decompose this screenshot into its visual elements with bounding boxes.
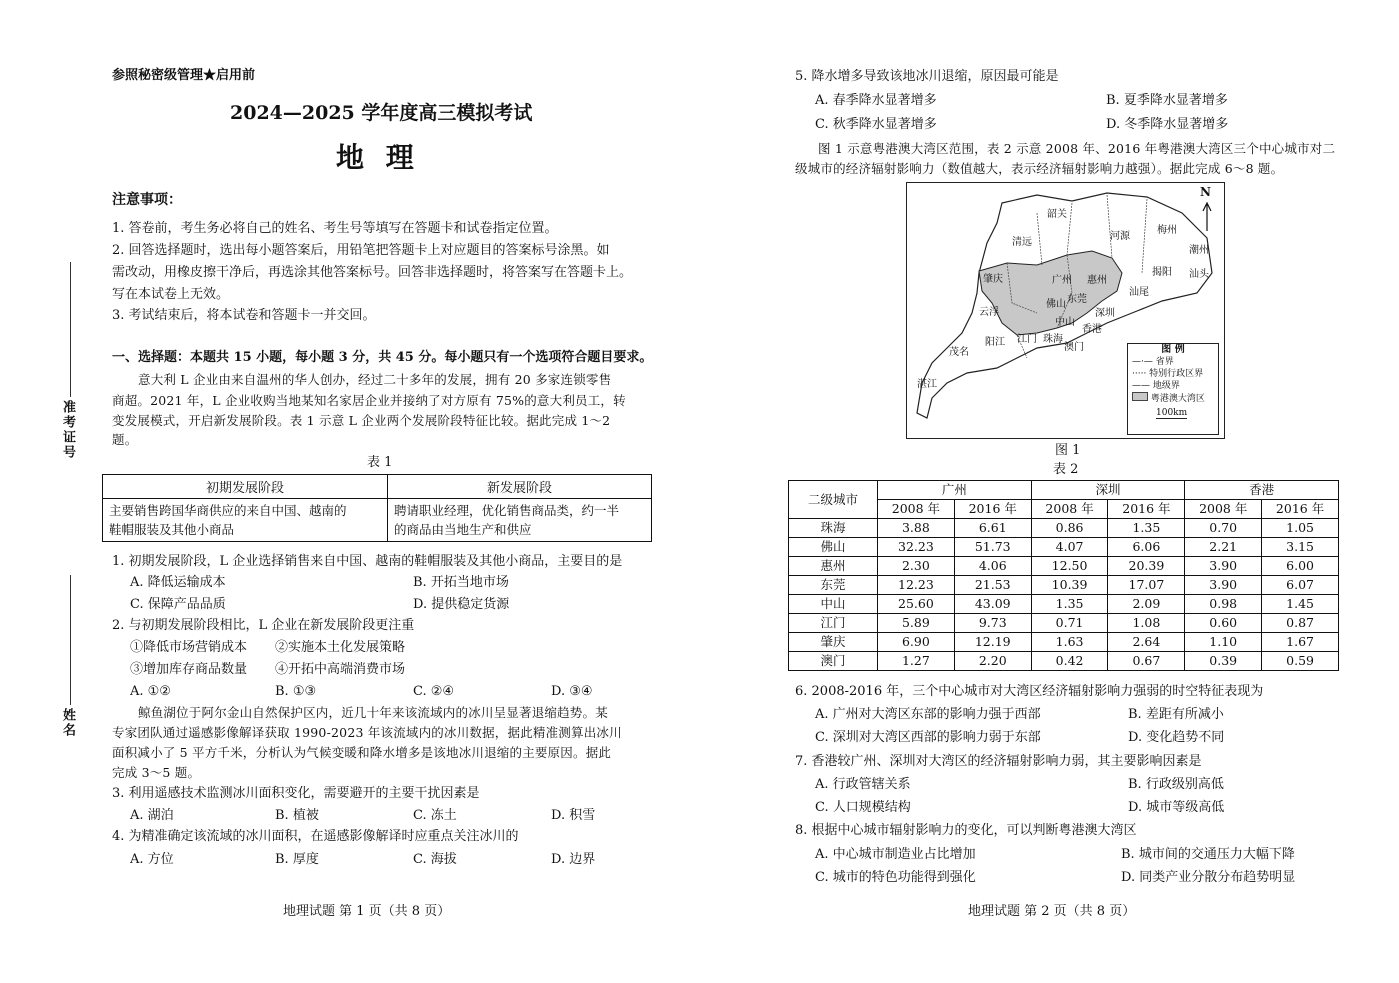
city-label: 珠海 [1043, 334, 1063, 345]
question-2: 2. 与初期发展阶段相比，L 企业在新发展阶段更注重 [112, 618, 415, 633]
passage-line: 意大利 L 企业由来自温州的华人创办，经过二十多年的发展，拥有 20 多家连锁零售 [138, 372, 612, 387]
table2-value-cell: 1.63 [1031, 633, 1108, 652]
notice-line: 需改动，用橡皮擦干净后，再选涂其他答案标号。回答非选择题时，将答案写在答题卡上。 [112, 265, 633, 280]
table2-corner: 二级城市 [789, 481, 878, 519]
option[interactable]: D. 同类产业分散分布趋势明显 [1121, 870, 1296, 885]
table2-value-cell: 2.30 [878, 557, 955, 576]
table2-value-cell: 1.10 [1185, 633, 1262, 652]
passage-line: 鲸鱼湖位于阿尔金山自然保护区内，近几十年来该流域内的冰川呈显著退缩趋势。某 [138, 705, 608, 720]
table2-value-cell: 0.87 [1262, 614, 1339, 633]
city-label: 广州 [1052, 275, 1072, 286]
city-label: 澳门 [1064, 342, 1084, 353]
table2-row [789, 633, 1339, 652]
table2-value-cell: 12.23 [878, 576, 955, 595]
table2-center-header: 香港 [1185, 481, 1339, 500]
table2 [788, 480, 1339, 671]
option[interactable]: B. 城市间的交通压力大幅下降 [1121, 847, 1295, 862]
side-exam-number-line [70, 262, 71, 397]
option[interactable]: A. 广州对大湾区东部的影响力强于西部 [815, 707, 1041, 722]
city-label: 梅州 [1157, 225, 1177, 236]
table2-value-cell: 0.67 [1108, 652, 1185, 671]
table2-year-header: 2016 年 [1108, 500, 1185, 519]
table2-city-cell: 中山 [789, 595, 878, 614]
question-5: 5. 降水增多导致该地冰川退缩，原因最可能是 [795, 69, 1059, 84]
table2-value-cell: 3.88 [878, 519, 955, 538]
table2-value-cell: 0.86 [1031, 519, 1108, 538]
table2-row [789, 538, 1339, 557]
question-6: 6. 2008-2016 年，三个中心城市对大湾区经济辐射影响力强弱的时空特征表现为 [795, 684, 1264, 699]
table2-value-cell: 3.90 [1185, 576, 1262, 595]
table2-value-cell: 0.39 [1185, 652, 1262, 671]
table2-value-cell: 17.07 [1108, 576, 1185, 595]
option[interactable]: D. 提供稳定货源 [413, 597, 510, 612]
city-label: 惠州 [1087, 275, 1107, 286]
notice-line: 写在本试卷上无效。 [112, 287, 230, 302]
option[interactable]: B. 植被 [275, 808, 319, 823]
table2-value-cell: 0.60 [1185, 614, 1262, 633]
option[interactable]: A. 中心城市制造业占比增加 [815, 847, 976, 862]
table2-value-cell: 21.53 [954, 576, 1031, 595]
table1-header: 新发展阶段 [388, 475, 652, 499]
option[interactable]: C. 深圳对大湾区西部的影响力弱于东部 [815, 730, 1041, 745]
side-name-line [70, 575, 71, 705]
table2-value-cell: 6.06 [1108, 538, 1185, 557]
city-label: 韶关 [1047, 209, 1067, 220]
table2-value-cell: 6.90 [878, 633, 955, 652]
notice-line: 3. 考试结束后，将本试卷和答题卡一并交回。 [112, 308, 376, 323]
table2-row [789, 576, 1339, 595]
table2-value-cell: 4.07 [1031, 538, 1108, 557]
table2-value-cell: 0.59 [1262, 652, 1339, 671]
passage-line: 题。 [112, 432, 138, 447]
table2-body [789, 519, 1339, 671]
option[interactable]: A. 湖泊 [130, 808, 174, 823]
option[interactable]: C. 人口规模结构 [815, 800, 911, 815]
table2-value-cell: 43.09 [954, 595, 1031, 614]
option[interactable]: A. 降低运输成本 [130, 575, 226, 590]
table2-row [789, 595, 1339, 614]
map-legend [1127, 343, 1219, 435]
city-label: 揭阳 [1152, 267, 1172, 278]
city-label: 佛山 [1046, 299, 1066, 310]
bay-area-map [906, 182, 1225, 439]
page-footer: 地理试题 第 1 页（共 8 页） [283, 904, 451, 919]
question-4: 4. 为精准确定该流域的冰川面积，在遥感影像解译时应重点关注冰川的 [112, 829, 519, 844]
table2-year-header: 2008 年 [878, 500, 955, 519]
table2-value-cell: 3.90 [1185, 557, 1262, 576]
city-label: 清远 [1012, 237, 1032, 248]
table2-caption: 表 2 [1053, 462, 1079, 477]
table2-value-cell: 2.20 [954, 652, 1031, 671]
table2-value-cell: 20.39 [1108, 557, 1185, 576]
table2-value-cell: 6.00 [1262, 557, 1339, 576]
figure1-caption: 图 1 [1055, 443, 1081, 458]
table2-value-cell: 1.67 [1262, 633, 1339, 652]
option[interactable]: C. 秋季降水显著增多 [815, 117, 937, 132]
exam-title: 2024—2025 学年度高三模拟考试 [230, 102, 533, 124]
statement-item: ①降低市场营销成本 [130, 640, 248, 655]
question-3: 3. 利用遥感技术监测冰川面积变化，需要避开的主要干扰因素是 [112, 786, 480, 801]
table2-city-cell: 江门 [789, 614, 878, 633]
side-name-label: 姓名 [60, 708, 75, 738]
table1-cell: 主要销售跨国华商供应的来自中国、越南的 鞋帽服装及其他小商品 [103, 499, 388, 542]
city-label: 云浮 [979, 307, 999, 318]
table2-year-header: 2008 年 [1185, 500, 1262, 519]
table2-value-cell: 12.19 [954, 633, 1031, 652]
option[interactable]: D. 积雪 [551, 808, 596, 823]
option[interactable]: A. 行政管辖关系 [815, 777, 911, 792]
table2-value-cell: 2.09 [1108, 595, 1185, 614]
option[interactable]: C. 海拔 [413, 852, 457, 867]
table2-city-cell: 东莞 [789, 576, 878, 595]
north-label: N [1200, 185, 1211, 199]
option[interactable]: D. 城市等级高低 [1128, 800, 1225, 815]
table2-city-cell: 澳门 [789, 652, 878, 671]
statement-item: ②实施本土化发展策略 [275, 640, 406, 655]
table2-value-cell: 1.45 [1262, 595, 1339, 614]
option[interactable]: B. 夏季降水显著增多 [1106, 93, 1228, 108]
passage-line: 面积减小了 5 平方千米，分析认为气候变暖和降水增多是该地冰川退缩的主要原因。据此 [112, 745, 612, 760]
table2-value-cell: 12.50 [1031, 557, 1108, 576]
option[interactable]: B. ①③ [275, 684, 317, 699]
city-label: 江门 [1017, 334, 1037, 345]
table2-value-cell: 4.06 [954, 557, 1031, 576]
table2-value-cell: 2.21 [1185, 538, 1262, 557]
table2-city-cell: 肇庆 [789, 633, 878, 652]
table2-value-cell: 6.07 [1262, 576, 1339, 595]
table2-year-header: 2008 年 [1031, 500, 1108, 519]
city-label: 阳江 [985, 337, 1005, 348]
option[interactable]: A. 春季降水显著增多 [815, 93, 937, 108]
notice-line: 2. 回答选择题时，选出每小题答案后，用铅笔把答题卡上对应题目的答案标号涂黑。如 [112, 243, 610, 258]
table2-value-cell: 1.08 [1108, 614, 1185, 633]
city-label: 河源 [1110, 231, 1130, 242]
passage-line: 变发展模式，开启新发展阶段。表 1 示意 L 企业两个发展阶段特征比较。据此完成 1～2 [112, 413, 611, 428]
table2-value-cell: 25.60 [878, 595, 955, 614]
table2-row [789, 557, 1339, 576]
legend-item: —·— 省界 [1132, 357, 1174, 367]
notice-heading: 注意事项： [112, 192, 182, 208]
legend-item: ····· 特别行政区界 [1132, 369, 1204, 379]
table2-city-cell: 佛山 [789, 538, 878, 557]
table2-value-cell: 51.73 [954, 538, 1031, 557]
option[interactable]: D. 变化趋势不同 [1128, 730, 1225, 745]
city-label: 中山 [1055, 317, 1075, 328]
table2-value-cell: 0.98 [1185, 595, 1262, 614]
question-8: 8. 根据中心城市辐射影响力的变化，可以判断粤港澳大湾区 [795, 823, 1137, 838]
city-label: 香港 [1082, 324, 1102, 335]
page-2 [700, 0, 1399, 983]
table2-city-cell: 珠海 [789, 519, 878, 538]
table2-row [789, 614, 1339, 633]
option[interactable]: C. 城市的特色功能得到强化 [815, 870, 976, 885]
north-arrow-icon [1203, 203, 1211, 231]
city-label: 肇庆 [983, 274, 1003, 285]
table1 [102, 474, 652, 542]
city-label: 茂名 [949, 347, 969, 358]
table2-value-cell: 1.35 [1108, 519, 1185, 538]
table2-year-header: 2016 年 [1262, 500, 1339, 519]
scale-bar: 100km [1156, 408, 1188, 418]
option[interactable]: C. 冻土 [413, 808, 457, 823]
city-label: 汕头 [1189, 269, 1209, 280]
table2-value-cell: 32.23 [878, 538, 955, 557]
table2-value-cell: 6.61 [954, 519, 1031, 538]
passage-line: 级城市的经济辐射影响力（数值越大，表示经济辐射影响力越强）。据此完成 6～8 题。 [795, 161, 1284, 176]
city-label: 潮州 [1189, 245, 1209, 256]
city-label: 湛江 [917, 379, 937, 390]
page-footer: 地理试题 第 2 页（共 8 页） [968, 904, 1136, 919]
table2-value-cell: 1.27 [878, 652, 955, 671]
passage-line: 商超。2021 年，L 企业收购当地某知名家居企业并接纳了对方原有 75%的意大利员工，转 [112, 393, 626, 408]
secret-tag: 参照秘密级管理★启用前 [112, 68, 256, 83]
table2-row [789, 519, 1339, 538]
table2-center-header: 广州 [878, 481, 1032, 500]
legend-title: 图 例 [1161, 344, 1185, 355]
city-label: 深圳 [1095, 308, 1115, 319]
notice-line: 1. 答卷前，考生务必将自己的姓名、考生号等填写在答题卡和试卷指定位置。 [112, 221, 558, 236]
passage-line: 完成 3～5 题。 [112, 765, 201, 780]
statement-item: ④开拓中高端消费市场 [275, 662, 406, 677]
table2-value-cell: 0.70 [1185, 519, 1262, 538]
table2-row [789, 652, 1339, 671]
side-exam-number-label: 准考证号 [60, 400, 75, 460]
question-7: 7. 香港较广州、深圳对大湾区的经济辐射影响力弱，其主要影响因素是 [795, 754, 1202, 769]
city-label: 东莞 [1067, 294, 1087, 305]
table1-cell: 聘请职业经理，优化销售商品类，约一半 的商品由当地生产和供应 [388, 499, 652, 542]
option[interactable]: B. 差距有所减小 [1128, 707, 1224, 722]
table2-value-cell: 2.64 [1108, 633, 1185, 652]
table1-header: 初期发展阶段 [103, 475, 388, 499]
option[interactable]: D. 冬季降水显著增多 [1106, 117, 1229, 132]
option[interactable]: A. 方位 [130, 852, 174, 867]
passage-line: 图 1 示意粤港澳大湾区范围，表 2 示意 2008 年、2016 年粤港澳大湾区三个中心城市对二 [818, 141, 1336, 156]
option[interactable]: D. 边界 [551, 852, 596, 867]
section-title: 一、选择题：本题共 15 小题，每小题 3 分，共 45 分。每小题只有一个选项符合题目要求。 [112, 350, 653, 365]
option[interactable]: B. 行政级别高低 [1128, 777, 1224, 792]
table1-caption: 表 1 [367, 455, 393, 470]
question-1: 1. 初期发展阶段，L 企业选择销售来自中国、越南的鞋帽服装及其他小商品，主要目的是 [112, 554, 623, 569]
table2-value-cell: 0.42 [1031, 652, 1108, 671]
table2-city-cell: 惠州 [789, 557, 878, 576]
table2-value-cell: 9.73 [954, 614, 1031, 633]
table2-value-cell: 1.35 [1031, 595, 1108, 614]
city-label: 汕尾 [1129, 287, 1149, 298]
option[interactable]: D. ③④ [551, 684, 593, 699]
subject-title: 地 理 [336, 141, 420, 174]
option[interactable]: B. 开拓当地市场 [413, 575, 509, 590]
option[interactable]: C. 保障产品品质 [130, 597, 226, 612]
option[interactable]: A. ①② [130, 684, 171, 699]
legend-item: —— 地级界 [1132, 381, 1180, 391]
table2-value-cell: 1.05 [1262, 519, 1339, 538]
table2-value-cell: 5.89 [878, 614, 955, 633]
table2-value-cell: 10.39 [1031, 576, 1108, 595]
statement-item: ③增加库存商品数量 [130, 662, 248, 677]
table2-year-header: 2016 年 [954, 500, 1031, 519]
option[interactable]: B. 厚度 [275, 852, 319, 867]
legend-item: 粤港澳大湾区 [1128, 392, 1218, 405]
table2-value-cell: 0.71 [1031, 614, 1108, 633]
passage-line: 专家团队通过遥感影像解译获取 1990-2023 年该流域内的冰川数据，据此精准测算出冰川 [112, 725, 622, 740]
option[interactable]: C. ②④ [413, 684, 455, 699]
table2-center-header: 深圳 [1031, 481, 1185, 500]
table2-value-cell: 3.15 [1262, 538, 1339, 557]
